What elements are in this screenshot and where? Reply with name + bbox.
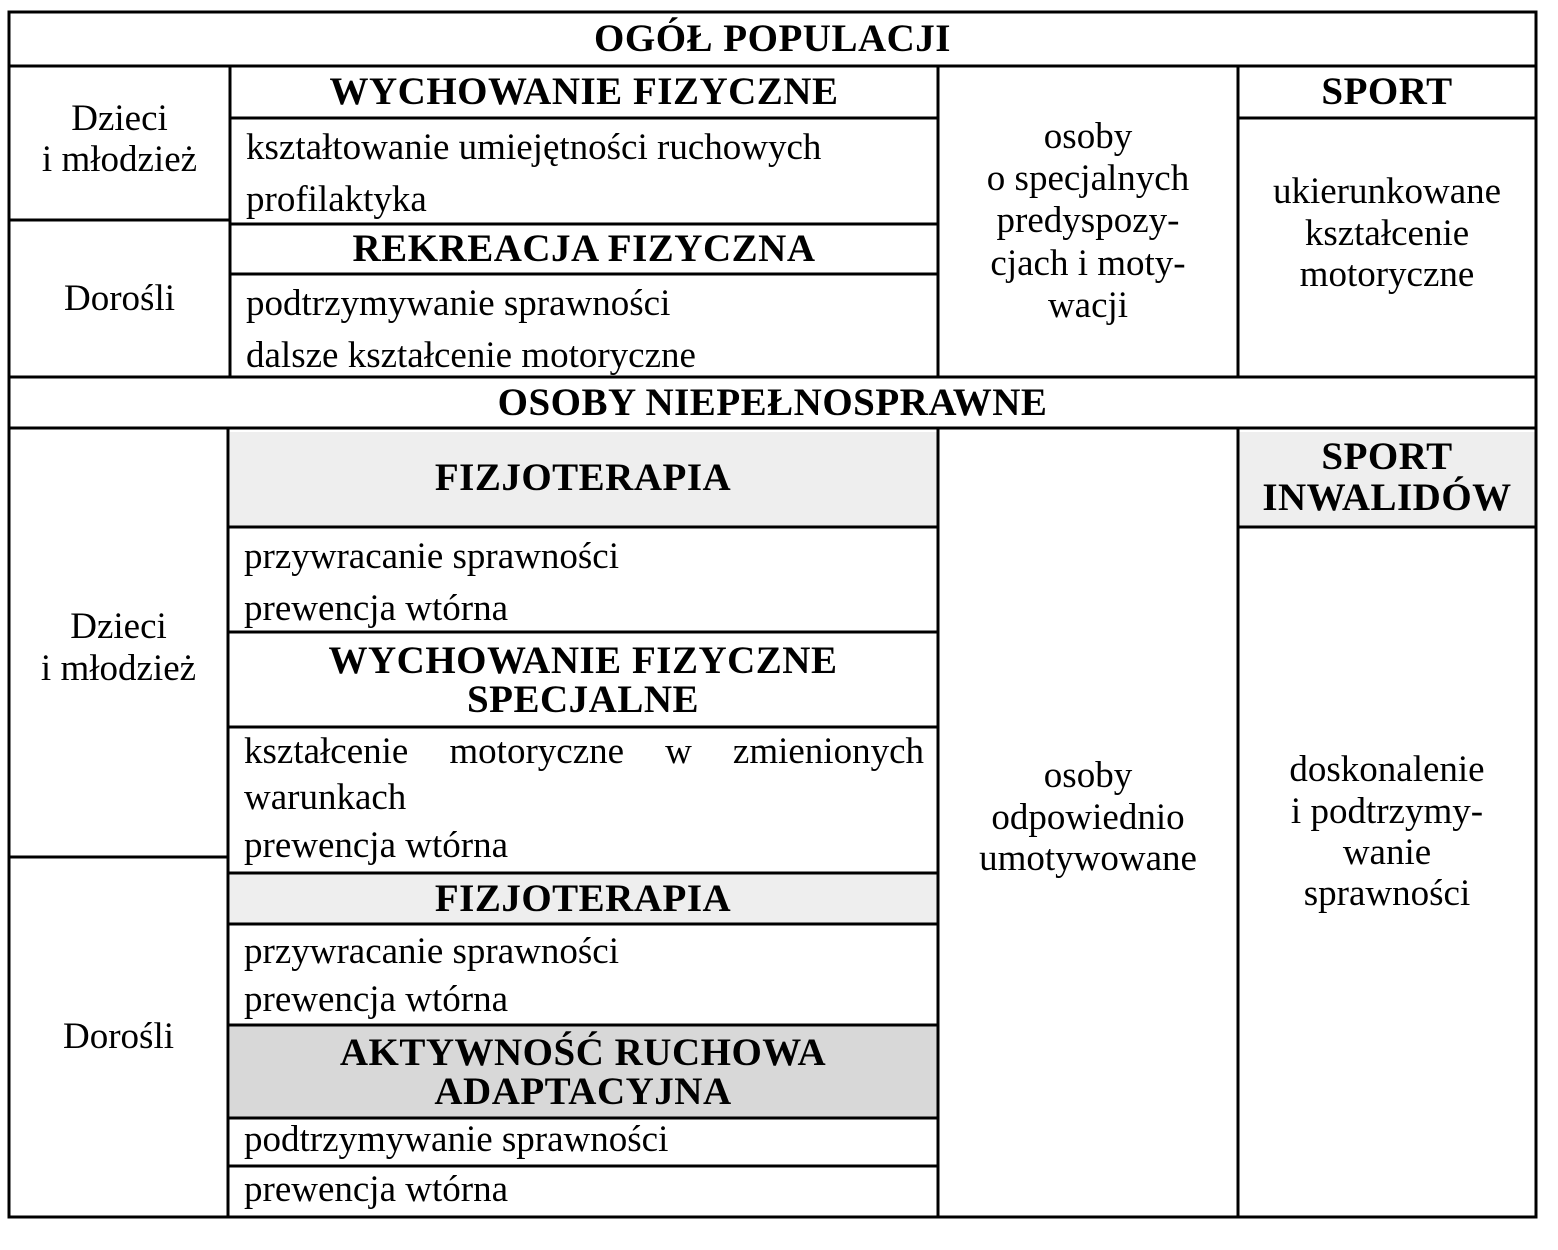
general-population-title-text: OGÓŁ POPULACJI: [594, 17, 951, 61]
physical-education-item-1: kształtowanie umiejętności ruchowych: [246, 127, 822, 168]
disabled-persons-title-text: OSOBY NIEPEŁNOSPRAWNE: [497, 380, 1048, 424]
sport-description-line-1: ukierunkowane: [1272, 171, 1502, 213]
physical-education-item-2: profilaktyka: [246, 179, 427, 220]
general-adults-label: [9, 220, 230, 377]
adaptive-activity-item-1-cell: [228, 1118, 938, 1166]
disabled-sport-description: [1238, 527, 1536, 1217]
disabled-sport-description-line-1: doskonalenie: [1289, 749, 1485, 791]
general-children-label: [9, 66, 230, 220]
disabled-adults-label: [9, 857, 228, 1217]
special-pe-items: [228, 727, 938, 873]
adaptive-activity-item-2: prewencja wtórna: [244, 1169, 509, 1210]
disabled-sport-header: [1238, 428, 1536, 527]
motivated-persons-cell: [938, 428, 1238, 1217]
sport-header-text: SPORT: [1321, 70, 1453, 114]
recreation-items: [230, 274, 938, 377]
disabled-sport-description-line-2: i podtrzymy-: [1290, 790, 1484, 832]
adaptive-activity-item-1: podtrzymywanie sprawności: [244, 1119, 669, 1160]
special-predisposition-line-1: osoby: [1043, 116, 1133, 158]
special-predisposition-cell: [938, 66, 1238, 377]
disabled-persons-title: [9, 377, 1536, 428]
sport-header: [1238, 66, 1536, 118]
physiotherapy-adults-header-text: FIZJOTERAPIA: [434, 876, 732, 920]
physiotherapy-adults-item-1: przywracanie sprawności: [244, 931, 619, 972]
general-children-label-line-2: i młodzież: [41, 139, 198, 180]
sport-description: [1238, 118, 1536, 377]
physiotherapy-children-item-2: prewencja wtórna: [244, 588, 509, 629]
motivated-persons-line-2: odpowiednio: [991, 796, 1185, 838]
disabled-sport-header-line-1: SPORT: [1321, 434, 1453, 478]
disabled-sport-description-line-3: wanie: [1342, 832, 1432, 873]
motivated-persons-line-3: umotywowane: [979, 838, 1197, 880]
special-pe-header-line-1: WYCHOWANIE FIZYCZNE: [328, 638, 838, 682]
general-population-title: [9, 12, 1536, 66]
disabled-children-label: [9, 428, 228, 857]
physiotherapy-children-items: [228, 527, 938, 632]
special-predisposition-line-2: o specjalnych: [986, 158, 1190, 200]
special-pe-item-1: kształcenie motoryczne w zmienionych: [244, 731, 924, 772]
disabled-children-label-line-2: i młodzież: [40, 647, 197, 689]
special-predisposition-line-5: wacji: [1047, 284, 1129, 326]
physiotherapy-children-item-1: przywracanie sprawności: [244, 536, 619, 577]
special-pe-item-2: warunkach: [244, 777, 407, 818]
disabled-sport-description-line-4: sprawności: [1303, 873, 1471, 915]
adaptive-activity-header-line-1: AKTYWNOŚĆ RUCHOWA: [339, 1030, 827, 1074]
recreation-item-2: dalsze kształcenie motoryczne: [246, 335, 696, 376]
adaptive-activity-header-line-2: ADAPTACYJNA: [434, 1069, 732, 1113]
adaptive-activity-header: [228, 1025, 938, 1118]
recreation-header-text: REKREACJA FIZYCZNA: [352, 227, 816, 271]
physiotherapy-children-header: [228, 428, 938, 527]
motivated-persons-line-1: osoby: [1043, 755, 1133, 797]
general-children-label-line-1: Dzieci: [71, 97, 168, 139]
physiotherapy-adults-items: [228, 924, 938, 1025]
physical-education-items: [230, 118, 938, 224]
disabled-sport-header-line-2: INWALIDÓW: [1262, 475, 1512, 519]
physical-education-header: [230, 66, 938, 118]
special-pe-header: [228, 632, 938, 727]
sport-description-line-2: kształcenie: [1304, 212, 1470, 254]
physiotherapy-adults-item-2: prewencja wtórna: [244, 979, 509, 1020]
sport-description-line-3: motoryczne: [1299, 254, 1475, 296]
general-adults-label-line-1: Dorośli: [64, 277, 175, 319]
special-pe-header-line-2: SPECJALNE: [466, 677, 700, 721]
adaptive-activity-item-2-cell: [228, 1166, 938, 1217]
disabled-children-label-line-1: Dzieci: [70, 606, 167, 648]
physiotherapy-children-header-text: FIZJOTERAPIA: [434, 455, 732, 499]
recreation-item-1: podtrzymywanie sprawności: [246, 283, 671, 324]
special-pe-item-3: prewencja wtórna: [244, 825, 509, 866]
recreation-header: [230, 224, 938, 274]
disabled-adults-label-line-1: Dorośli: [63, 1016, 174, 1058]
physical-education-header-text: WYCHOWANIE FIZYCZNE: [329, 70, 839, 114]
special-predisposition-line-3: predyspozy-: [996, 200, 1180, 242]
physiotherapy-adults-header: [228, 873, 938, 924]
special-predisposition-line-4: cjach i moty-: [990, 242, 1186, 284]
